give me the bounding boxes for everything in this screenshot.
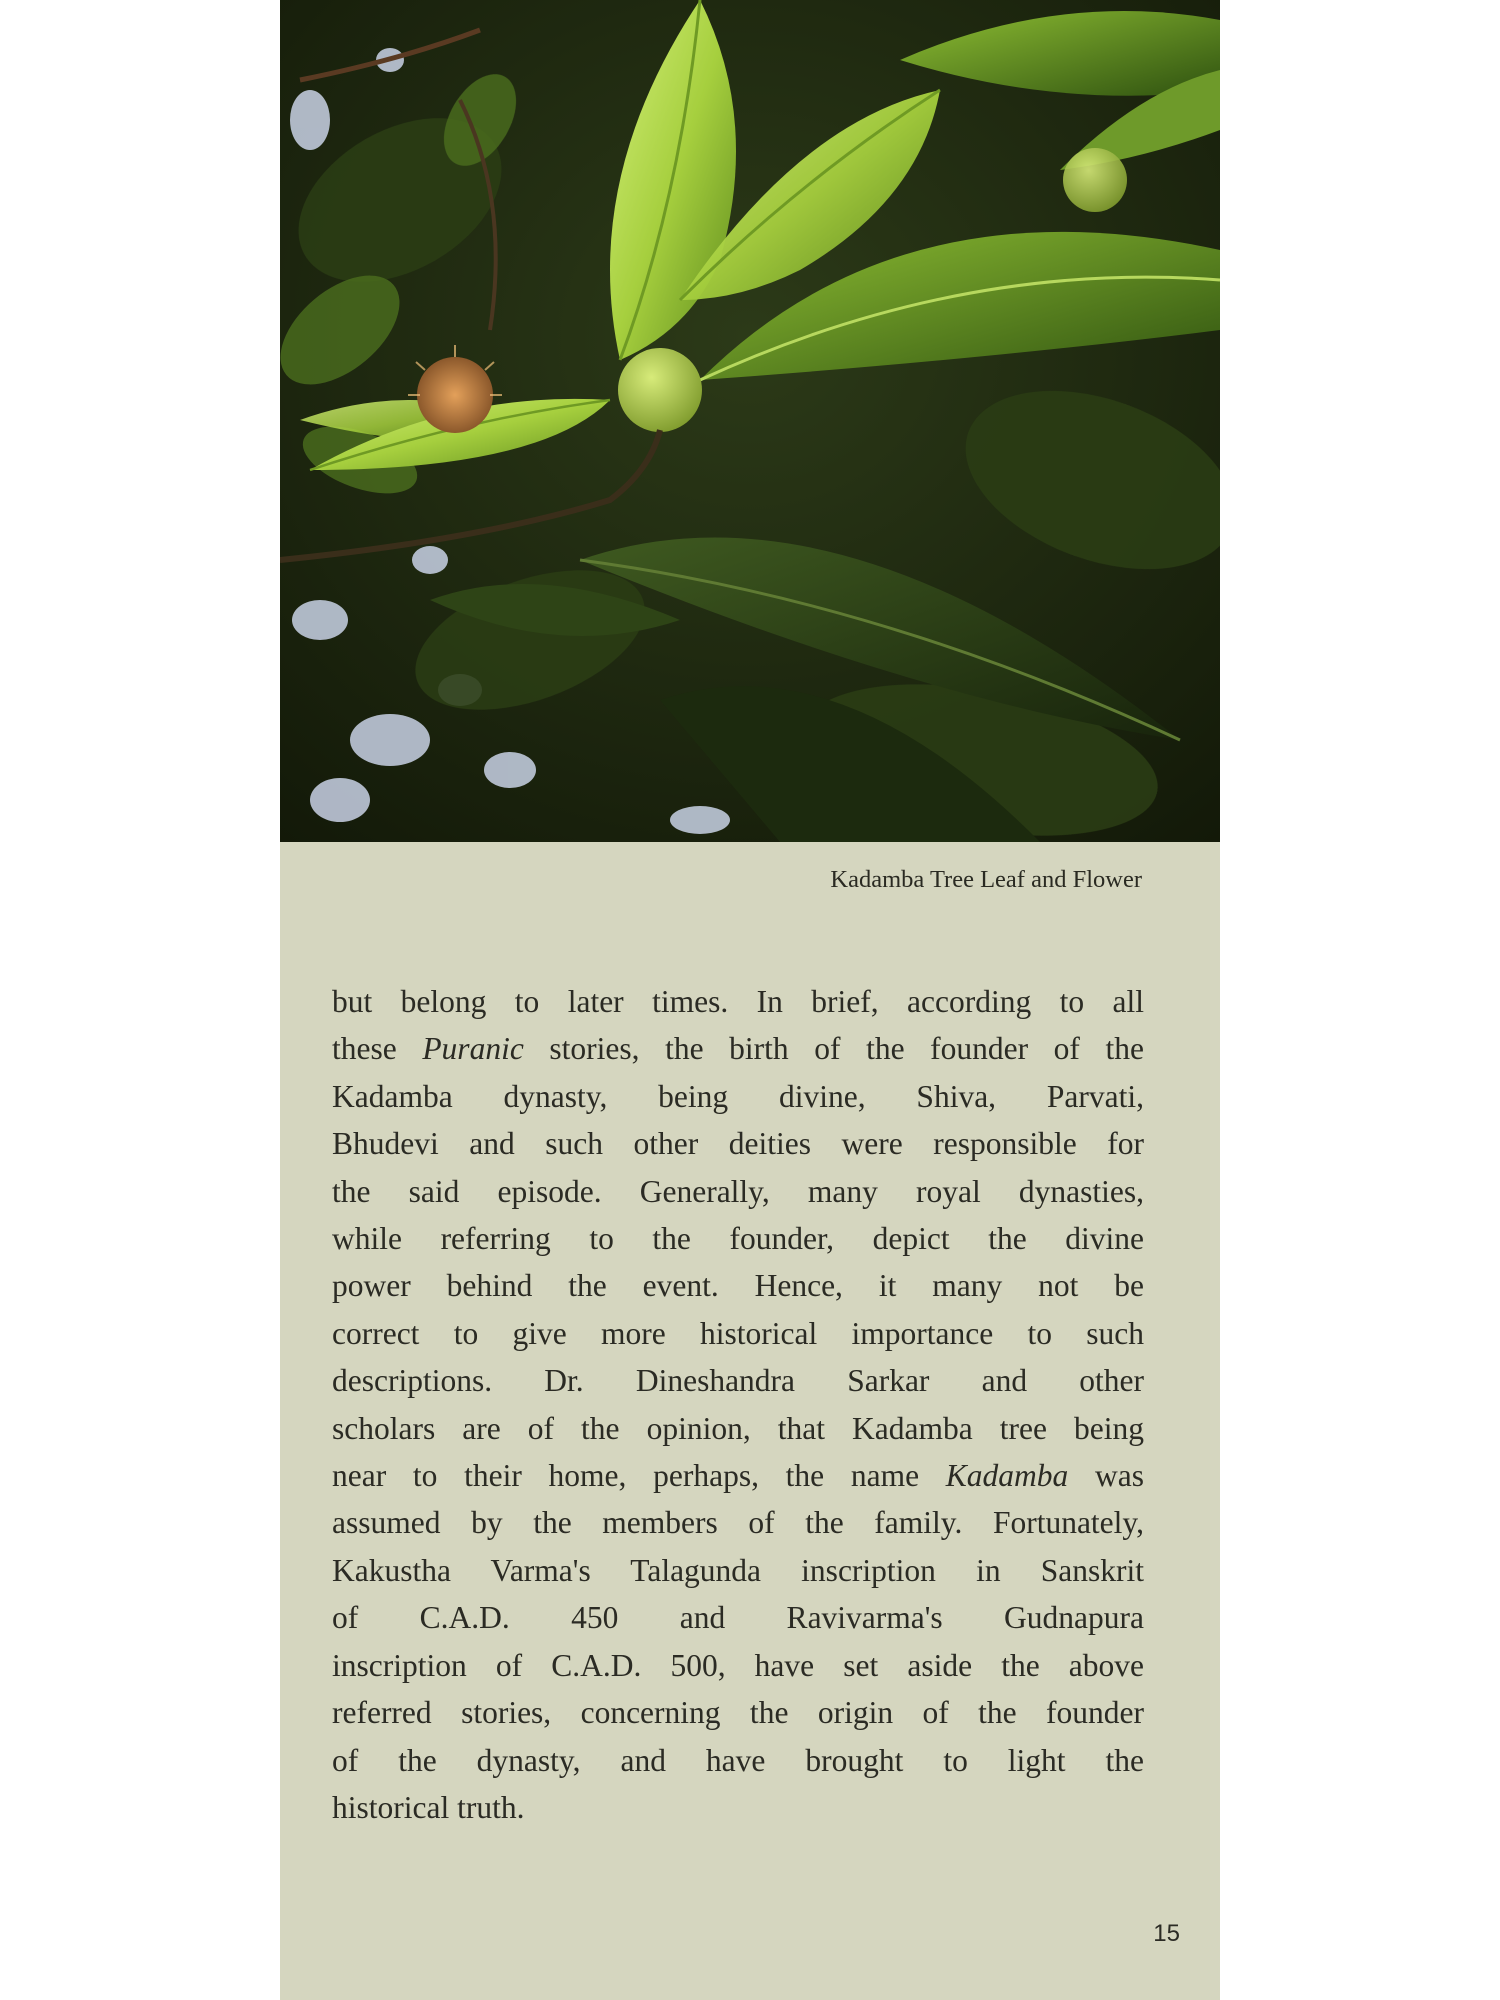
book-page [280, 0, 1220, 2000]
italic-term: Kadamba [945, 1458, 1069, 1494]
body-line: Kadamba dynasty, being divine, Shiva, Parvati, [332, 1078, 1144, 1114]
body-line: near to their home, perhaps, the name Kadamba was [332, 1458, 1144, 1494]
body-line: these Puranic stories, the birth of the founder of the [332, 1031, 1144, 1067]
body-line: Kakustha Varma's Talagunda inscription in Sanskrit [332, 1552, 1144, 1588]
body-line: power behind the event. Hence, it many not be [332, 1268, 1144, 1304]
italic-term: Puranic [422, 1031, 524, 1067]
body-line: assumed by the members of the family. Fortunately, [332, 1505, 1144, 1541]
body-line: referred stories, concerning the origin of the founder [332, 1695, 1144, 1731]
kadamba-leaves-image [280, 0, 1220, 842]
kadamba-photo [280, 0, 1220, 842]
body-line: historical truth. [332, 1789, 525, 1825]
body-paragraph [332, 978, 1144, 1831]
photo-caption: Kadamba Tree Leaf and Flower [830, 866, 1142, 893]
body-line: Bhudevi and such other deities were responsible for [332, 1126, 1144, 1162]
body-line: inscription of C.A.D. 500, have set aside the above [332, 1647, 1144, 1683]
body-line: descriptions. Dr. Dineshandra Sarkar and other [332, 1363, 1144, 1399]
body-line: scholars are of the opinion, that Kadamba tree being [332, 1410, 1144, 1446]
body-line: but belong to later times. In brief, according to all [332, 984, 1144, 1019]
body-line: of the dynasty, and have brought to light the [332, 1742, 1144, 1778]
body-line: while referring to the founder, depict the divine [332, 1221, 1144, 1257]
body-line: of C.A.D. 450 and Ravivarma's Gudnapura [332, 1600, 1144, 1636]
body-line: the said episode. Generally, many royal dynasties, [332, 1173, 1144, 1209]
page-number: 15 [1153, 1920, 1180, 1947]
body-line: correct to give more historical importance to such [332, 1315, 1144, 1351]
